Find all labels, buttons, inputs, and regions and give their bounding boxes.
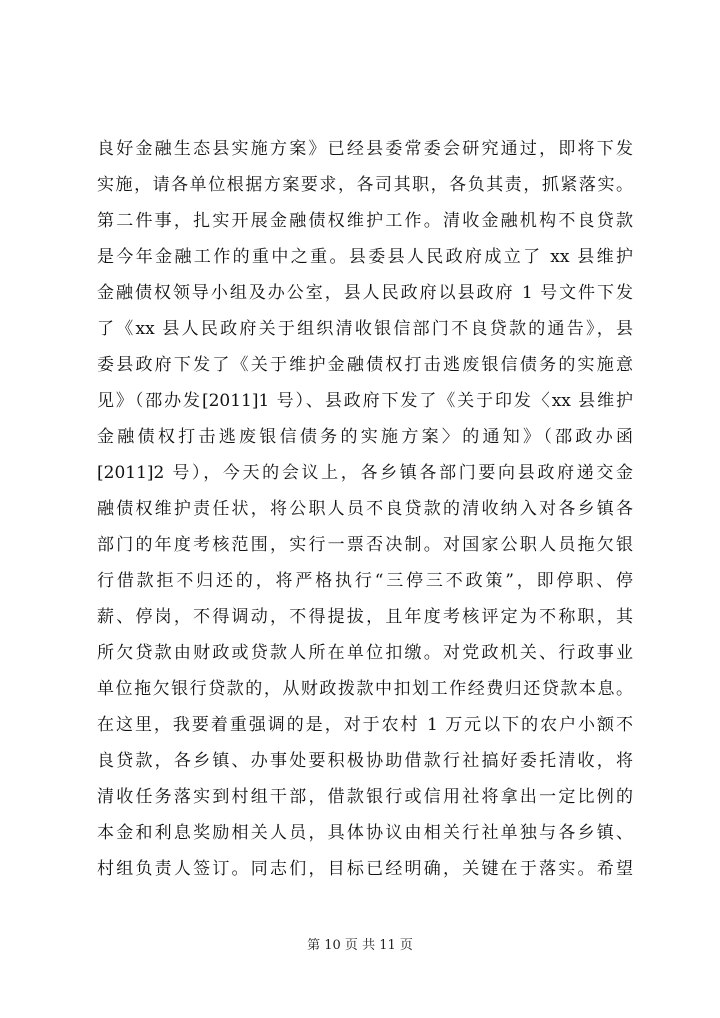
text-line-15: 所欠贷款由财政或贷款人所在单位扣缴。对党政机关、行政事业 bbox=[97, 643, 633, 663]
text-line-21: 村组负责人签订。同志们，目标已经明确，关键在于落实。希望 bbox=[97, 859, 633, 879]
text-line-5: 金融债权领导小组及办公室，县人民政府以县政府 1 号文件下发 bbox=[97, 283, 633, 303]
text-line-18: 良贷款，各乡镇、办事处要积极协助借款行社搞好委托清收，将 bbox=[97, 751, 633, 771]
text-line-2: 实施，请各单位根据方案要求，各司其职，各负其责，抓紧落实。 bbox=[97, 175, 633, 195]
text-line-17: 在这里，我要着重强调的是，对于农村 1 万元以下的农户小额不 bbox=[97, 715, 633, 735]
text-line-20: 本金和利息奖励相关人员，具体协议由相关行社单独与各乡镇、 bbox=[97, 823, 633, 843]
text-line-11: 融债权维护责任状，将公职人员不良贷款的清收纳入对各乡镇各 bbox=[97, 499, 633, 519]
text-line-9: 金融债权打击逃废银信债务的实施方案〉的通知》（邵政办函 bbox=[97, 427, 633, 447]
text-line-19: 清收任务落实到村组干部，借款银行或信用社将拿出一定比例的 bbox=[97, 787, 633, 807]
text-line-14: 薪、停岗，不得调动，不得提拔，且年度考核评定为不称职，其 bbox=[97, 607, 633, 627]
text-line-12: 部门的年度考核范围，实行一票否决制。对国家公职人员拖欠银 bbox=[97, 535, 633, 555]
text-line-4: 是今年金融工作的重中之重。县委县人民政府成立了 xx 县维护 bbox=[97, 247, 633, 267]
text-line-6: 了《xx 县人民政府关于组织清收银信部门不良贷款的通告》，县 bbox=[97, 319, 633, 339]
text-line-7: 委县政府下发了《关于维护金融债权打击逃废银信债务的实施意 bbox=[97, 355, 633, 375]
page-number-footer: 第 10 页 共 11 页 bbox=[307, 938, 413, 953]
text-line-13: 行借款拒不归还的，将严格执行“三停三不政策”，即停职、停 bbox=[97, 571, 633, 591]
text-line-1: 良好金融生态县实施方案》已经县委常委会研究通过，即将下发 bbox=[97, 139, 633, 159]
text-line-10: [2011]2 号），今天的会议上，各乡镇各部门要向县政府递交金 bbox=[97, 463, 633, 483]
text-line-16: 单位拖欠银行贷款的，从财政拨款中扣划工作经费归还贷款本息。 bbox=[97, 679, 633, 699]
text-line-8: 见》（邵办发[2011]1 号）、县政府下发了《关于印发〈xx 县维护 bbox=[97, 391, 633, 411]
text-line-3: 第二件事，扎实开展金融债权维护工作。清收金融机构不良贷款 bbox=[97, 211, 633, 231]
body-text bbox=[97, 131, 633, 887]
